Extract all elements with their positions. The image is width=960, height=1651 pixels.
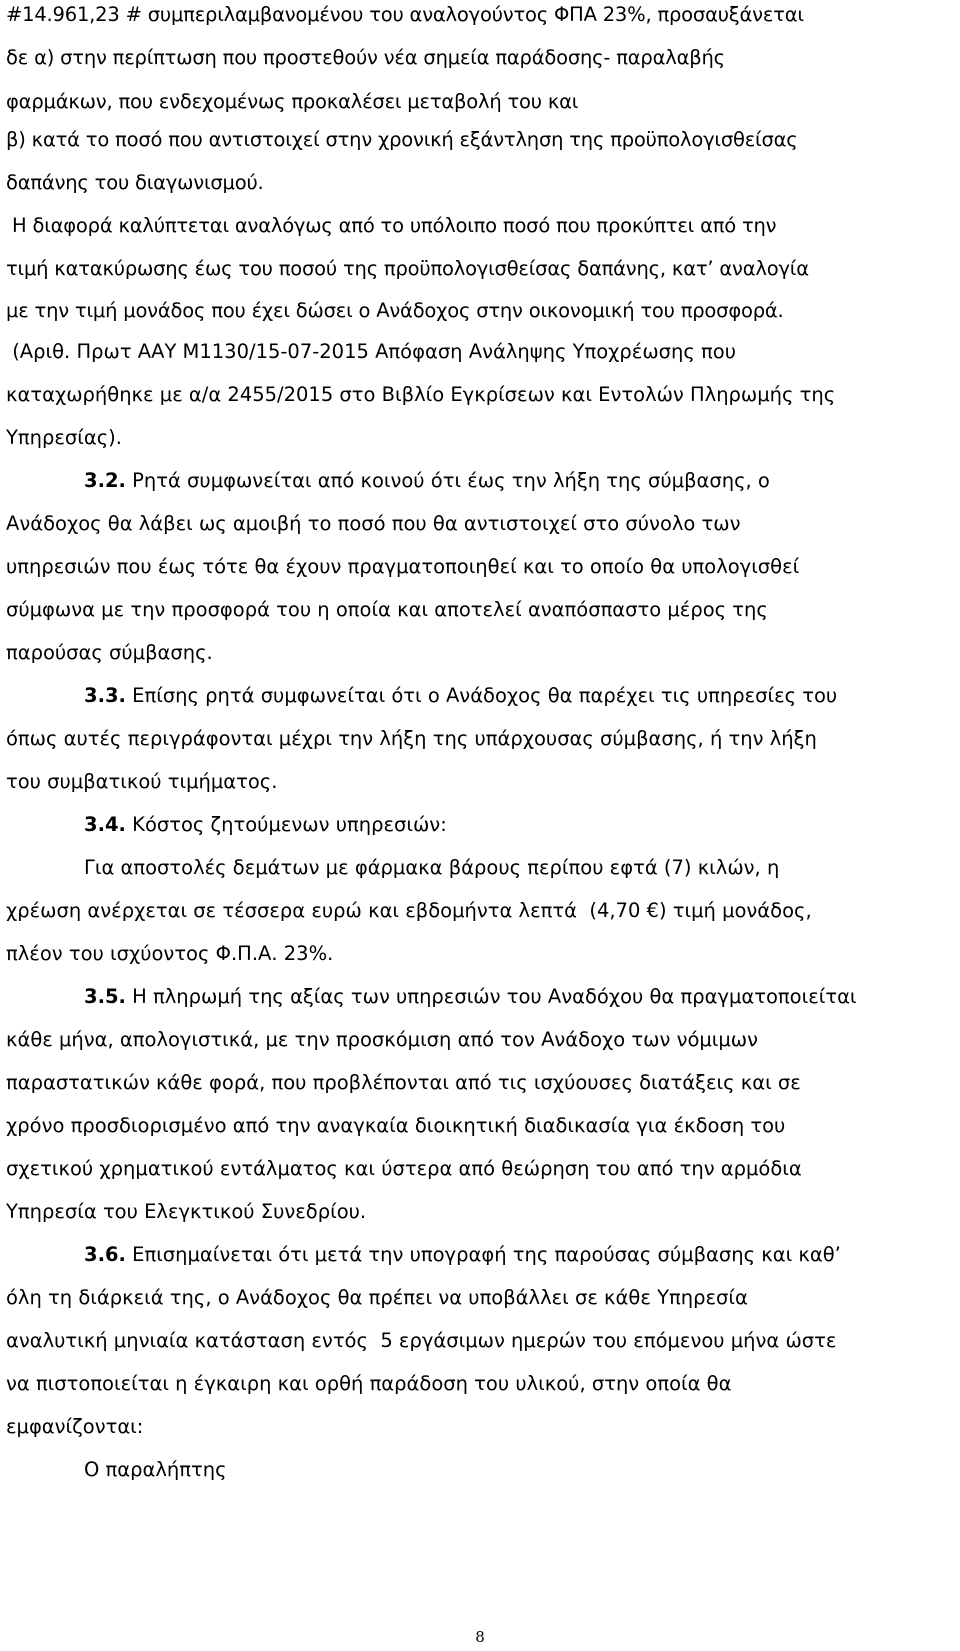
- text-line: σύμφωνα με την προσφορά του η οποία και αποτελεί αναπόσπαστο μέρος της: [6, 598, 768, 621]
- text-line: Ο παραλήπτης: [84, 1458, 227, 1481]
- section-3-6-heading: 3.6. Επισημαίνεται ότι μετά την υπογραφή της παρούσας σύμβασης και καθ’: [84, 1243, 841, 1266]
- text-line: δαπάνης του διαγωνισμού.: [6, 171, 264, 194]
- page-number: 8: [475, 1628, 485, 1646]
- text-line: πλέον του ισχύοντος Φ.Π.Α. 23%.: [6, 942, 334, 965]
- text-line: παρούσας σύμβασης.: [6, 641, 213, 664]
- text-line: φαρμάκων, που ενδεχομένως προκαλέσει μεταβολή του και: [6, 90, 579, 113]
- text-line: αναλυτική μηνιαία κατάσταση εντός 5 εργάσιμων ημερών του επόμενου μήνα ώστε: [6, 1329, 837, 1352]
- text-line: καταχωρήθηκε με α/α 2455/2015 στο Βιβλίο Εγκρίσεων και Εντολών Πληρωμής της: [6, 383, 836, 406]
- text-line: του συμβατικού τιμήματος.: [6, 770, 278, 793]
- section-number: 3.5.: [84, 985, 126, 1008]
- text-line: (Αριθ. Πρωτ ΑΑΥ Μ1130/15-07-2015 Απόφαση Ανάληψης Υποχρέωσης που: [6, 340, 736, 363]
- text-line: όλη τη διάρκειά της, ο Ανάδοχος θα πρέπει να υποβάλλει σε κάθε Υπηρεσία: [6, 1286, 748, 1309]
- section-3-3-heading: 3.3. Επίσης ρητά συμφωνείται ότι ο Ανάδοχος θα παρέχει τις υπηρεσίες του: [84, 684, 838, 707]
- text-line: να πιστοποιείται η έγκαιρη και ορθή παράδοση του υλικού, στην οποία θα: [6, 1372, 732, 1395]
- section-number: 3.4.: [84, 813, 126, 836]
- text-line: υπηρεσιών που έως τότε θα έχουν πραγματοποιηθεί και το οποίο θα υπολογισθεί: [6, 555, 800, 578]
- text-line: Για αποστολές δεμάτων με φάρμακα βάρους περίπου εφτά (7) κιλών, η: [84, 856, 780, 879]
- text-line: παραστατικών κάθε φορά, που προβλέπονται από τις ισχύουσες διατάξεις και σε: [6, 1071, 801, 1094]
- text-line: κάθε μήνα, απολογιστικά, με την προσκόμιση από τον Ανάδοχο των νόμιμων: [6, 1028, 759, 1051]
- text-line: Υπηρεσίας).: [6, 426, 122, 449]
- section-3-2-heading: 3.2. Ρητά συμφωνείται από κοινού ότι έως την λήξη της σύμβασης, ο: [84, 469, 770, 492]
- section-number: 3.3.: [84, 684, 126, 707]
- text-line: με την τιμή μονάδος που έχει δώσει ο Ανάδοχος στην οικονομική του προσφορά.: [6, 299, 784, 322]
- text-line: όπως αυτές περιγράφονται μέχρι την λήξη της υπάρχουσας σύμβασης, ή την λήξη: [6, 727, 817, 750]
- section-3-5-heading: 3.5. Η πληρωμή της αξίας των υπηρεσιών του Αναδόχου θα πραγματοποιείται: [84, 985, 857, 1008]
- section-number: 3.6.: [84, 1243, 126, 1266]
- text-line: Υπηρεσία του Ελεγκτικού Συνεδρίου.: [6, 1200, 367, 1223]
- text-line: δε α) στην περίπτωση που προστεθούν νέα σημεία παράδοσης- παραλαβής: [6, 46, 725, 69]
- text-line: Η διαφορά καλύπτεται αναλόγως από το υπόλοιπο ποσό που προκύπτει από την: [6, 214, 777, 237]
- text-line: σχετικού χρηματικού εντάλματος και ύστερα από θεώρηση του από την αρμόδια: [6, 1157, 802, 1180]
- section-3-4-heading: 3.4. Κόστος ζητούμενων υπηρεσιών:: [84, 813, 447, 836]
- text-line: Ανάδοχος θα λάβει ως αμοιβή το ποσό που θα αντιστοιχεί στο σύνολο των: [6, 512, 741, 535]
- text-line: εμφανίζονται:: [6, 1415, 144, 1438]
- text-line: χρέωση ανέρχεται σε τέσσερα ευρώ και εβδομήντα λεπτά (4,70 €) τιμή μονάδος,: [6, 899, 812, 922]
- section-number: 3.2.: [84, 469, 126, 492]
- text-line: τιμή κατακύρωσης έως του ποσού της προϋπολογισθείσας δαπάνης, κατ’ αναλογία: [6, 257, 809, 280]
- text-line: #14.961,23 # συμπεριλαμβανομένου του αναλογούντος ΦΠΑ 23%, προσαυξάνεται: [6, 3, 804, 26]
- text-line: β) κατά το ποσό που αντιστοιχεί στην χρονική εξάντληση της προϋπολογισθείσας: [6, 128, 798, 151]
- text-line: χρόνο προσδιορισμένο από την αναγκαία διοικητική διαδικασία για έκδοση του: [6, 1114, 786, 1137]
